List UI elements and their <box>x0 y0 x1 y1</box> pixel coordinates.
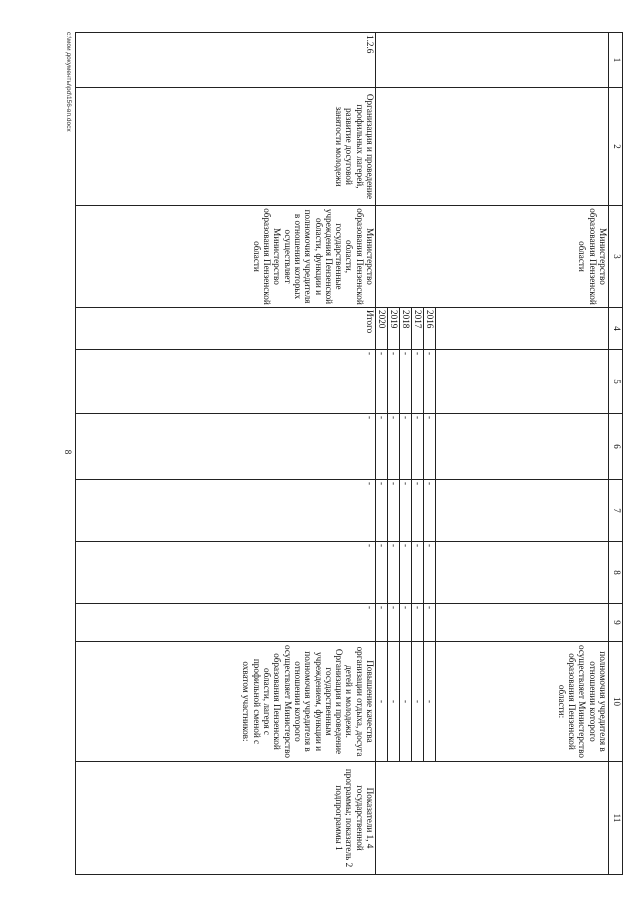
program-table <box>75 32 623 875</box>
continuation-goal: полномочия учредителя в отношении которого осуществляет Министерство образования Пензенской области: <box>436 642 609 762</box>
value-cell: - <box>388 480 400 542</box>
continuation-name-cell <box>376 88 609 206</box>
item-value: - <box>76 414 376 480</box>
header-cell: 1 <box>609 33 623 88</box>
header-row <box>609 33 623 875</box>
item-indicators: Показатели 1, 4 государственной программы; показатель 2 подпрограммы 1 <box>76 762 376 875</box>
year-cell: 2019 <box>388 308 400 350</box>
value-cell: - <box>424 350 436 414</box>
header-cell: 4 <box>609 308 623 350</box>
header-cell: 2 <box>609 88 623 206</box>
value-cell: - <box>388 604 400 642</box>
value-cell: - <box>400 480 412 542</box>
rotated-page <box>65 32 623 874</box>
value-cell: - <box>388 642 400 762</box>
empty-cell <box>436 480 609 542</box>
value-cell: - <box>424 542 436 604</box>
value-cell: - <box>376 350 388 414</box>
item-executor: Министерство образования Пензенской области, государственные учреждения Пензенской области, функции и полномочия учредителя в отношении которых осуществляет Министерство образования Пензенской области <box>76 206 376 308</box>
header-cell: 9 <box>609 604 623 642</box>
item-name: Организация и проведение профильных лагерей, развитие досуговой занятости молодежи <box>76 88 376 206</box>
empty-cell <box>436 542 609 604</box>
value-cell: - <box>412 480 424 542</box>
value-cell: - <box>400 542 412 604</box>
value-cell: - <box>376 414 388 480</box>
item-value: - <box>76 350 376 414</box>
value-cell: - <box>400 414 412 480</box>
value-cell: - <box>388 542 400 604</box>
continuation-number-cell <box>376 33 609 88</box>
year-cell: 2018 <box>400 308 412 350</box>
value-cell: - <box>412 542 424 604</box>
empty-cell <box>436 350 609 414</box>
value-cell: - <box>424 604 436 642</box>
empty-cell <box>436 414 609 480</box>
item-number: 1.2.6 <box>76 33 376 88</box>
value-cell: - <box>388 350 400 414</box>
value-cell: - <box>424 480 436 542</box>
year-cell: 2017 <box>412 308 424 350</box>
item-year: Итого <box>76 308 376 350</box>
empty-cell <box>436 308 609 350</box>
value-cell: - <box>376 480 388 542</box>
value-cell: - <box>388 414 400 480</box>
value-cell: - <box>400 350 412 414</box>
continuation-executor: Министерство образования Пензенской области <box>376 206 609 308</box>
header-cell: 6 <box>609 414 623 480</box>
item-row <box>76 33 376 875</box>
header-cell: 11 <box>609 762 623 875</box>
year-cell: 2020 <box>376 308 388 350</box>
header-cell: 8 <box>609 542 623 604</box>
header-cell: 5 <box>609 350 623 414</box>
item-goal: Повышение качества организации отдыха, досуга детей и молодежи. Организация и проведение государственным учреждением, функции и полномочия учредителя в отношении которого осуществляет Министерство образования Пензенской области, лагеря с профильной сменой с охватом участников: <box>76 642 376 762</box>
page-number: 8 <box>63 449 73 455</box>
value-cell: - <box>412 414 424 480</box>
header-cell: 10 <box>609 642 623 762</box>
value-cell: - <box>400 642 412 762</box>
continuation-indicators-cell <box>376 762 609 875</box>
item-value: - <box>76 542 376 604</box>
file-path-footer: c:\мои документы\pd\156-вп.docx <box>65 32 72 132</box>
header-cell: 3 <box>609 206 623 308</box>
value-cell: - <box>412 350 424 414</box>
item-value: - <box>76 480 376 542</box>
value-cell: - <box>412 642 424 762</box>
value-cell: - <box>424 414 436 480</box>
value-cell: - <box>424 642 436 762</box>
value-cell: - <box>376 604 388 642</box>
value-cell: - <box>412 604 424 642</box>
empty-cell <box>436 604 609 642</box>
item-value: - <box>76 604 376 642</box>
continuation-row <box>436 33 609 875</box>
value-cell: - <box>400 604 412 642</box>
header-cell: 7 <box>609 480 623 542</box>
value-cell: - <box>376 642 388 762</box>
value-cell: - <box>376 542 388 604</box>
year-cell: 2016 <box>424 308 436 350</box>
